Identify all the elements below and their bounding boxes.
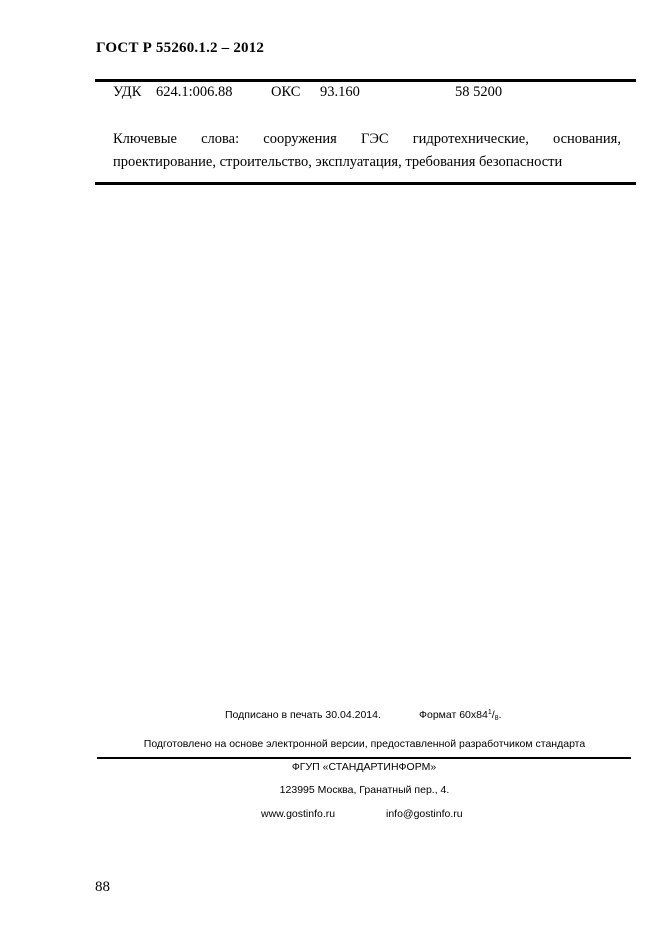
keyword-word: слова: [201, 131, 240, 147]
keyword-word: Ключевые [113, 131, 177, 147]
oks-label: ОКС [271, 84, 301, 100]
oks-value: 93.160 [320, 84, 360, 100]
keywords-line-2: проектирование, строительство, эксплуатация, требования безопасности [113, 154, 563, 170]
bottom-divider [95, 182, 636, 185]
publisher-address: 123995 Москва, Гранатный пер., 4. [279, 784, 450, 796]
prepared-note: Подготовлено на основе электронной версии, предоставленной разработчиком стандарта [143, 738, 586, 750]
keyword-word: гидротехнические, [412, 131, 529, 147]
format-prefix: Формат 60х84 [419, 709, 488, 721]
format-slash: / [491, 709, 495, 721]
format-numerator: 1 [487, 709, 492, 716]
signed-date: Подписано в печать 30.04.2014. [225, 709, 381, 721]
website-link[interactable]: www.gostinfo.ru [261, 808, 336, 820]
standard-code-header: ГОСТ Р 55260.1.2 – 2012 [96, 40, 265, 56]
imprint-divider [97, 757, 631, 759]
keyword-word: сооружения [263, 131, 337, 147]
keywords-line-1 [113, 128, 621, 151]
udk-value: 624.1:006.88 [156, 84, 233, 100]
email-link[interactable]: info@gostinfo.ru [386, 808, 463, 820]
okp-value: 58 5200 [455, 84, 503, 100]
publisher-name: ФГУП «СТАНДАРТИНФОРМ» [291, 761, 437, 773]
format-denominator: 8 [494, 715, 499, 722]
keyword-word: основания, [553, 131, 621, 147]
page-number: 88 [95, 879, 110, 895]
top-divider [95, 79, 636, 82]
keywords-block [113, 128, 621, 174]
paper-format [419, 709, 501, 722]
format-suffix: . [498, 709, 502, 721]
udk-label: УДК [113, 84, 142, 100]
keyword-word: ГЭС [360, 131, 389, 147]
classification-codes [0, 84, 661, 104]
